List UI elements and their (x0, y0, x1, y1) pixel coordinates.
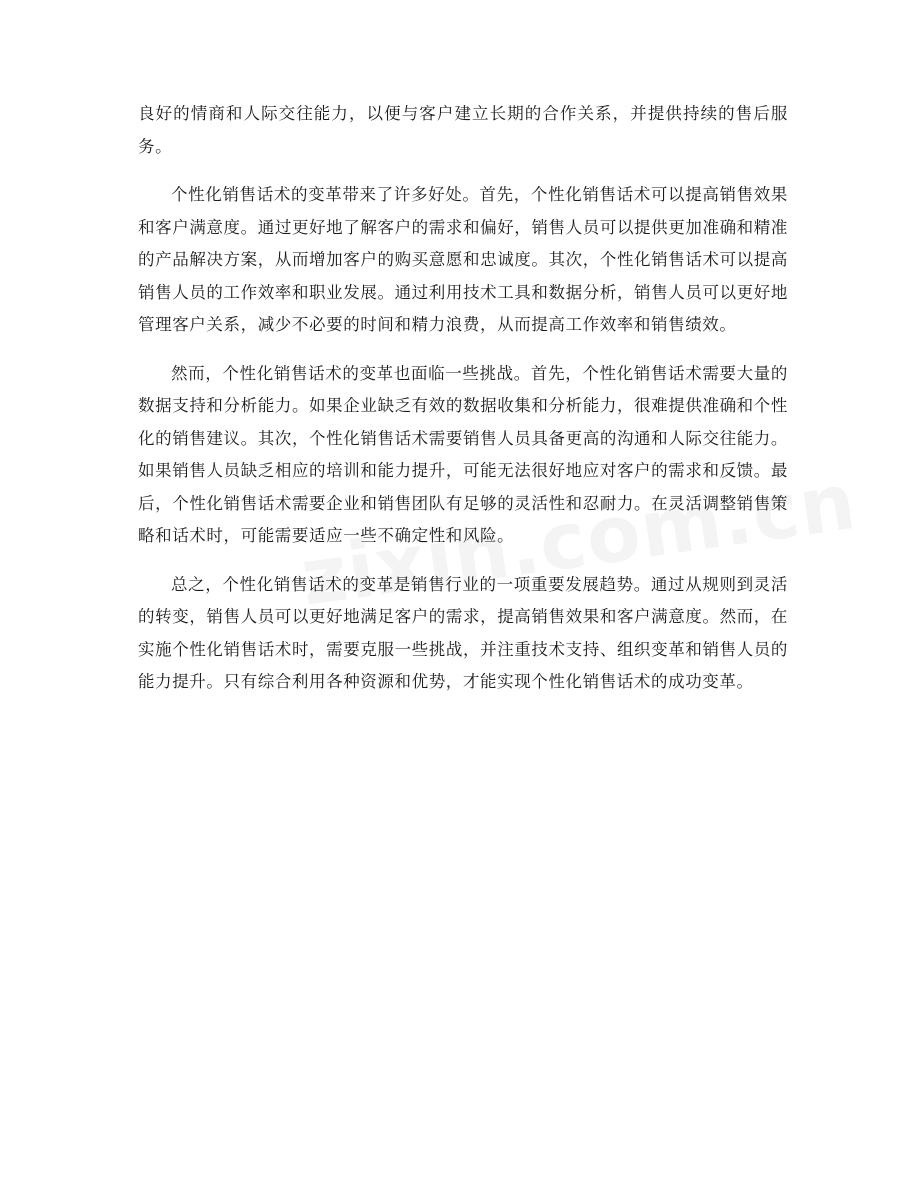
paragraph-4: 总之，个性化销售话术的变革是销售行业的一项重要发展趋势。通过从规则到灵活的转变，销售人员可以更好地满足客户的需求，提高销售效果和客户满意度。然而，在实施个性化销售话术时，需要克服一些挑战，并注重技术支持、组织变革和销售人员的能力提升。只有综合利用各种资源和优势，才能实现个性化销售话术的成功变革。 (138, 574, 788, 691)
paragraph-2: 个性化销售话术的变革带来了许多好处。首先，个性化销售话术可以提高销售效果和客户满意度。通过更好地了解客户的需求和偏好，销售人员可以提供更加准确和精准的产品解决方案，从而增加客户的购买意愿和忠诚度。其次，个性化销售话术可以提高销售人员的工作效率和职业发展。通过利用技术工具和数据分析，销售人员可以更好地管理客户关系，减少不必要的时间和精力浪费，从而提高工作效率和销售绩效。 (138, 185, 788, 334)
paragraph-3: 然而，个性化销售话术的变革也面临一些挑战。首先，个性化销售话术需要大量的数据支持和分析能力。如果企业缺乏有效的数据收集和分析能力，很难提供准确和个性化的销售建议。其次，个性化销售话术需要销售人员具备更高的沟通和人际交往能力。如果销售人员缺乏相应的培训和能力提升，可能无法很好地应对客户的需求和反馈。最后，个性化销售话术需要企业和销售团队有足够的灵活性和忍耐力。在灵活调整销售策略和话术时，可能需要适应一些不确定性和风险。 (138, 363, 788, 545)
paragraph-1: 良好的情商和人际交往能力，以便与客户建立长期的合作关系，并提供持续的售后服务。 (138, 104, 788, 156)
document-body (138, 98, 788, 715)
